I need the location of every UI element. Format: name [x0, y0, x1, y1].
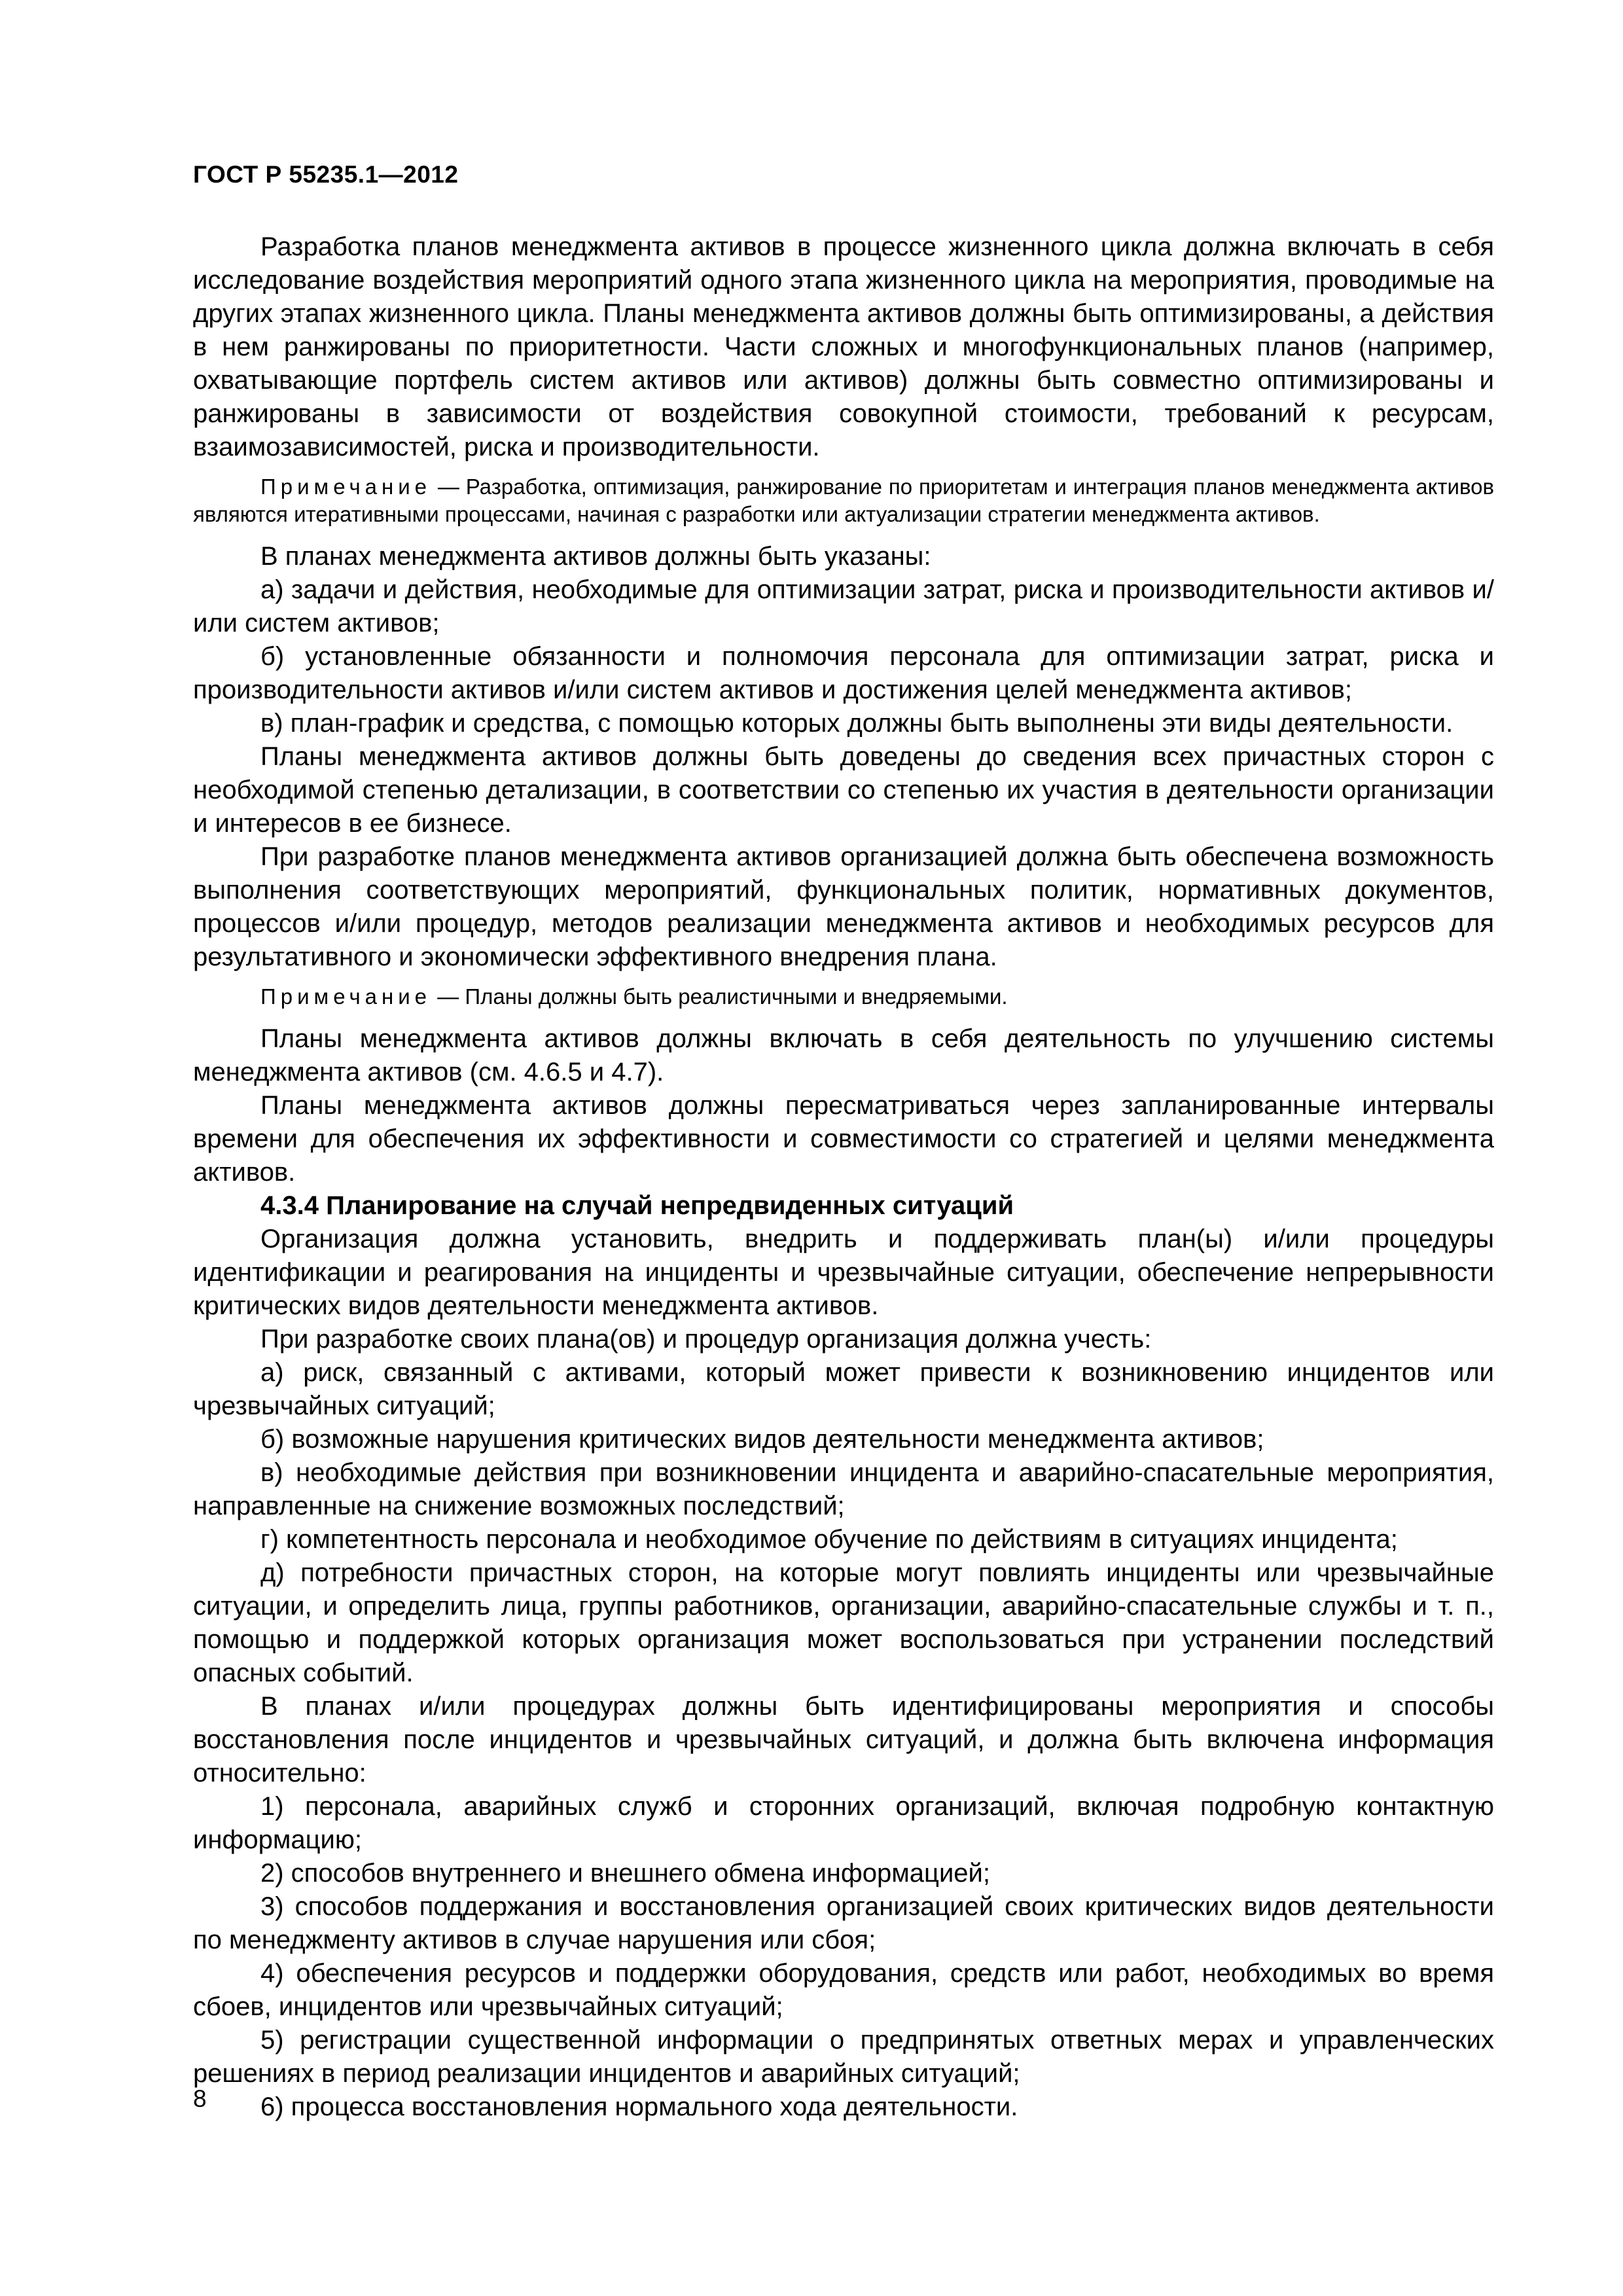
paragraph: Организация должна установить, внедрить и поддерживать план(ы) и/или процедуры идентификации и реагирования на инциденты и чрезвычайные ситуации, обеспечение непрерывности критических видов деятельности менеджмента активов. — [193, 1225, 1494, 1320]
list-item: 3) способов поддержания и восстановления организацией своих критических видов деятельности по менеджменту активов в случае нарушения или сбоя; — [193, 1892, 1494, 1954]
list-item: а) задачи и действия, необходимые для оптимизации затрат, риска и производительности активов и/или систем активов; — [193, 575, 1494, 637]
list-item: а) риск, связанный с активами, который может привести к возникновению инцидентов или чрезвычайных ситуаций; — [193, 1358, 1494, 1420]
list-item: 4) обеспечения ресурсов и поддержки оборудования, средств или работ, необходимых во время сбоев, инцидентов или чрезвычайных ситуаций; — [193, 1959, 1494, 2021]
paragraph: Планы менеджмента активов должны быть доведены до сведения всех причастных сторон с необходимой степенью детализации, в соответствии со степенью их участия в деятельности организации и интересов в ее бизнесе. — [193, 742, 1494, 838]
list-item: 6) процесса восстановления нормального хода деятельности. — [260, 2092, 1018, 2121]
list-item: г) компетентность персонала и необходимое обучение по действиям в ситуациях инцидента; — [260, 1525, 1398, 1554]
note-label: Примечание — [260, 475, 432, 499]
paragraph: Планы менеджмента активов должны пересматриваться через запланированные интервалы времени для обеспечения их эффективности и совместимости со стратегией и целями менеджмента активов. — [193, 1091, 1494, 1187]
paragraph: В планах менеджмента активов должны быть указаны: — [260, 542, 931, 571]
document-header: ГОСТ Р 55235.1—2012 — [193, 161, 459, 188]
note-label: Примечание — [260, 984, 432, 1009]
section-heading: 4.3.4 Планирование на случай непредвиденных ситуаций — [260, 1191, 1014, 1220]
paragraph: При разработке планов менеджмента активов организацией должна быть обеспечена возможность выполнения соответствующих мероприятий, функциональных политик, нормативных документов, процессов и/или процедур, методов реализации менеджмента активов и необходимых ресурсов для результативного и экономически эффективного внедрения плана. — [193, 842, 1494, 971]
note-text: — Планы должны быть реалистичными и внедряемыми. — [431, 984, 1008, 1009]
list-item: б) возможные нарушения критических видов деятельности менеджмента активов; — [260, 1425, 1264, 1454]
paragraph: Разработка планов менеджмента активов в процессе жизненного цикла должна включать в себя исследование воздействия мероприятий одного этапа жизненного цикла на мероприятия, проводимые на других этапах жизненного цикла. Планы менеджмента активов должны быть оптимизированы, а действия в нем ранжированы по приоритетности. Части сложных и многофункциональных планов (например, охватывающие портфель систем активов или активов) должны быть совместно оптимизированы и ранжированы в зависимости от воздействия совокупной стоимости, требований к ресурсам, взаимозависимостей, риска и производительности. — [193, 232, 1494, 461]
list-item: 1) персонала, аварийных служб и сторонних организаций, включая подробную контактную информацию; — [193, 1792, 1494, 1854]
page-number: 8 — [193, 2085, 207, 2112]
note-text: — Разработка, оптимизация, ранжирование по приоритетам и интеграция планов менеджмента активов являются итеративными процессами, начиная с разработки или актуализации стратегии менеджмента активов. — [193, 475, 1494, 526]
list-item: 2) способов внутреннего и внешнего обмена информацией; — [260, 1859, 990, 1888]
note — [193, 473, 1494, 528]
list-item: б) установленные обязанности и полномочия персонала для оптимизации затрат, риска и производительности активов и/или систем активов и достижения целей менеджмента активов; — [193, 642, 1494, 704]
document-body — [193, 230, 1494, 2124]
list-item: д) потребности причастных сторон, на которые могут повлиять инциденты или чрезвычайные ситуации, и определить лица, группы работников, организации, аварийно-спасательные службы и т. п., помощью и поддержкой которых организация может воспользоваться при устранении последствий опасных событий. — [193, 1558, 1494, 1687]
note — [193, 983, 1494, 1011]
list-item: 5) регистрации существенной информации о предпринятых ответных мерах и управленческих решениях в период реализации инцидентов и аварийных ситуаций; — [193, 2026, 1494, 2088]
list-item: в) необходимые действия при возникновении инцидента и аварийно-спасательные мероприятия, направленные на снижение возможных последствий; — [193, 1458, 1494, 1520]
list-item: в) план-график и средства, с помощью которых должны быть выполнены эти виды деятельности. — [260, 709, 1454, 738]
paragraph: При разработке своих плана(ов) и процедур организация должна учесть: — [260, 1325, 1152, 1354]
paragraph: В планах и/или процедурах должны быть идентифицированы мероприятия и способы восстановления после инцидентов и чрезвычайных ситуаций, и должна быть включена информация относительно: — [193, 1692, 1494, 1787]
paragraph: Планы менеджмента активов должны включать в себя деятельность по улучшению системы менеджмента активов (см. 4.6.5 и 4.7). — [193, 1024, 1494, 1086]
